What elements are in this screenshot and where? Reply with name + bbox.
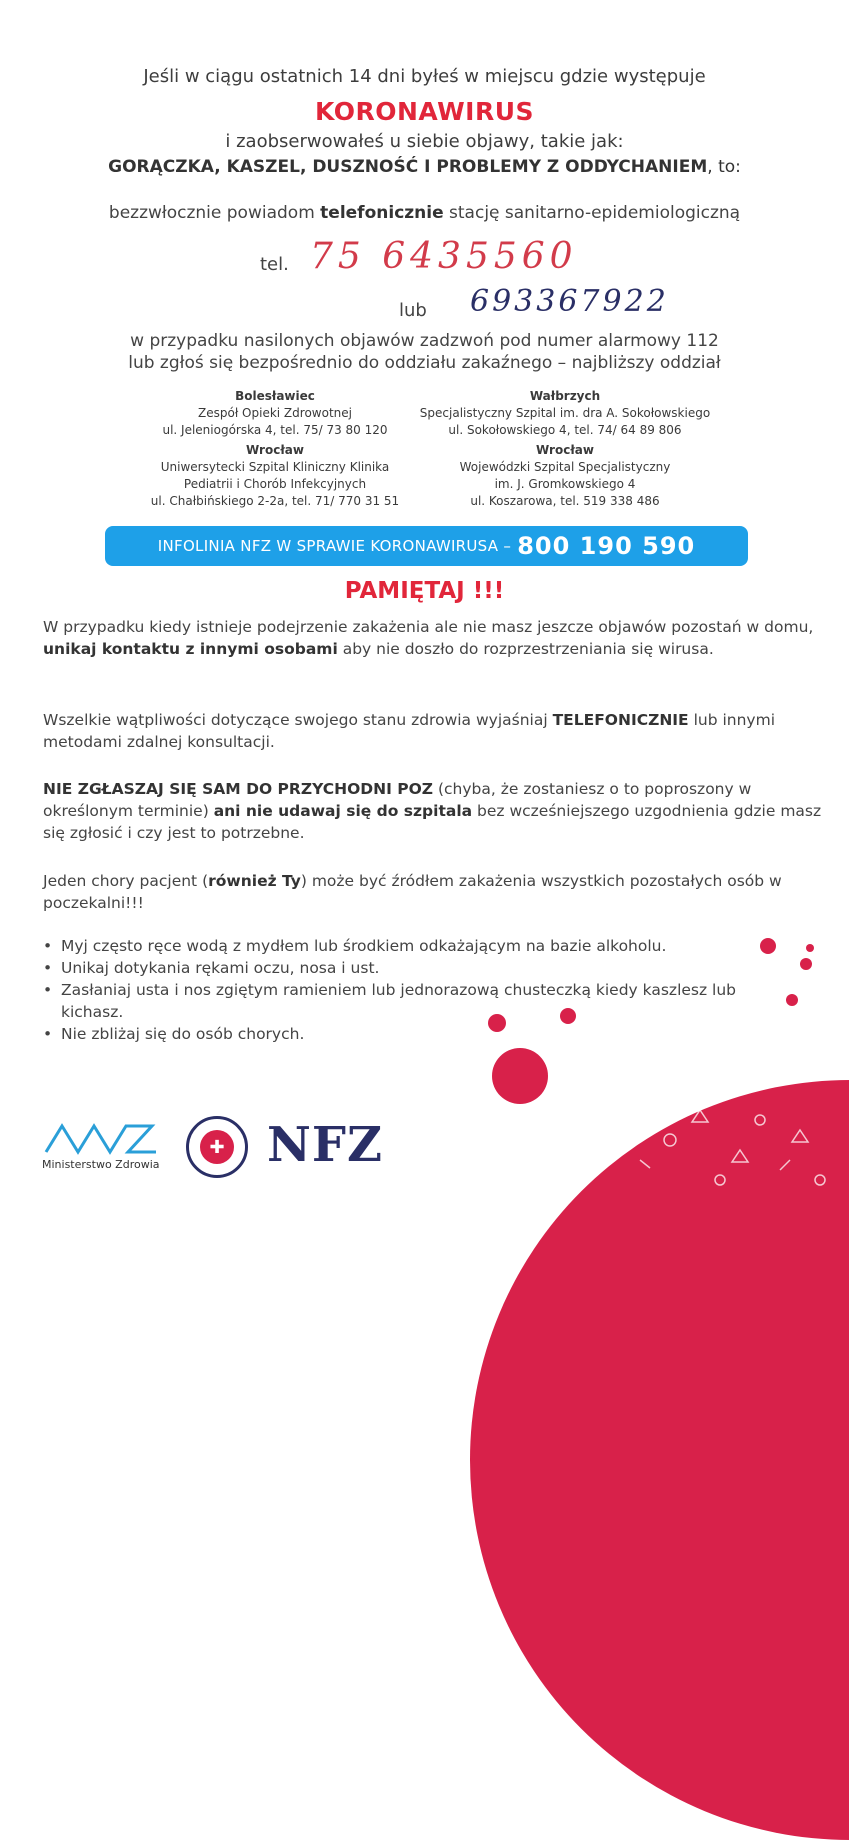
- virus-dot-icon: [806, 944, 814, 952]
- p4-pre: Jeden chory pacjent (: [43, 872, 209, 890]
- hospital-name: Zespół Opieki Zdrowotnej: [198, 406, 352, 420]
- list-item: [43, 935, 803, 957]
- paragraph-4: [43, 870, 823, 914]
- paragraph-3: [43, 778, 823, 844]
- hospital-city: Bolesławiec: [235, 389, 315, 403]
- p3-mid: (chyba, że zostaniesz o to poproszony w określonym terminie): [43, 780, 752, 820]
- bullet-icon: •: [43, 959, 53, 977]
- page-title: KORONAWIRUS: [314, 97, 535, 126]
- hospital-walbrzych: [405, 388, 725, 439]
- paragraph-2: [43, 709, 823, 753]
- virus-dot-icon: [488, 1014, 506, 1032]
- p1-bold: unikaj kontaktu z innymi osobami: [43, 640, 338, 658]
- lub-handwritten-number: 693367922: [470, 284, 669, 319]
- advice-list: [43, 935, 803, 1045]
- p4-post: ) może być źródłem zakażenia wszystkich pozostałych osób w poczekalni!!!: [43, 872, 782, 912]
- nfz-logo: NFZ: [267, 1117, 383, 1173]
- hospital-name: Uniwersytecki Szpital Kliniczny Klinika: [160, 460, 390, 474]
- tel-handwritten-number: 75 6435560: [310, 236, 578, 277]
- remember-heading: PAMIĘTAJ !!!: [344, 578, 505, 604]
- intro-line-3: i zaobserwowałeś u siebie objawy, takie jak:: [225, 131, 624, 152]
- hospital-name-2: Pediatrii i Chorób Infekcyjnych: [183, 477, 367, 491]
- bullet-icon: •: [43, 937, 53, 955]
- hospital-wroclaw-usk: [110, 442, 440, 510]
- symptoms-text: GORĄCZKA, KASZEL, DUSZNOŚĆ I PROBLEMY Z ODDYCHANIEM: [108, 157, 708, 177]
- emergency-line-2: lub zgłoś się bezpośrednio do oddziału zakaźnego – najbliższy oddział: [128, 353, 721, 373]
- notify-line: [0, 203, 849, 223]
- p3-bold-1: NIE ZGŁASZAJ SIĘ SAM DO PRZYCHODNI POZ: [43, 780, 434, 798]
- list-item: [43, 979, 803, 1023]
- ministry-logo-icon: [40, 1118, 160, 1158]
- list-item-text: Myj często ręce wodą z mydłem lub środkiem odkażającym na bazie alkoholu.: [61, 937, 667, 955]
- p3-bold-2: ani nie udawaj się do szpitala: [213, 802, 473, 820]
- sanitary-inspection-seal: [186, 1116, 248, 1178]
- symptoms-end: , to:: [707, 157, 741, 177]
- p1-pre: W przypadku kiedy istnieje podejrzenie zakażenia ale nie masz jeszcze objawów pozostań w domu,: [43, 618, 814, 636]
- infoline-number: 800 190 590: [517, 532, 696, 560]
- hospital-name: Wojewódzki Szpital Specjalistyczny: [459, 460, 671, 474]
- virus-dot-icon: [760, 938, 776, 954]
- hospital-city: Wrocław: [246, 443, 304, 457]
- hospital-city: Wałbrzych: [529, 389, 601, 403]
- hospital-name: Specjalistyczny Szpital im. dra A. Sokołowskiego: [419, 406, 711, 420]
- lub-label: lub: [399, 300, 427, 321]
- p2-pre: Wszelkie wątpliwości dotyczące swojego stanu zdrowia wyjaśniaj: [43, 711, 553, 729]
- virus-particle-icon: [492, 1048, 548, 1104]
- hospital-address: ul. Chałbińskiego 2-2a, tel. 71/ 770 31 51: [150, 494, 400, 508]
- p1-post: aby nie doszło do rozprzestrzeniania się wirusa.: [337, 640, 714, 658]
- list-item: [43, 1023, 803, 1045]
- intro-line-1: Jeśli w ciągu ostatnich 14 dni byłeś w miejscu gdzie występuje: [143, 66, 706, 87]
- hospital-name-2: im. J. Gromkowskiego 4: [494, 477, 636, 491]
- hospital-city: Wrocław: [536, 443, 594, 457]
- p3-post: bez wcześniejszego uzgodnienia gdzie masz się zgłosić i czy jest to potrzebne.: [43, 802, 822, 842]
- virus-dot-icon: [786, 994, 798, 1006]
- list-item-text: Nie zbliżaj się do osób chorych.: [61, 1025, 305, 1043]
- notify-pre: bezzwłocznie powiadom: [108, 203, 321, 223]
- virus-pattern-icon: [560, 1090, 849, 1200]
- emergency-line-1: w przypadku nasilonych objawów zadzwoń pod numer alarmowy 112: [130, 331, 719, 351]
- hospital-address: ul. Jeleniogórska 4, tel. 75/ 73 80 120: [162, 423, 388, 437]
- paragraph-1: [43, 616, 823, 660]
- p2-bold: TELEFONICZNIE: [552, 711, 689, 729]
- list-item-text: Zasłaniaj usta i nos zgiętym ramieniem lub jednorazową chusteczką kiedy kaszlesz lub kichasz.: [61, 981, 737, 1021]
- symptoms-line: [0, 157, 849, 177]
- virus-dot-icon: [800, 958, 812, 970]
- hospital-wroclaw-wss: [405, 442, 725, 510]
- hospital-address: ul. Sokołowskiego 4, tel. 74/ 64 89 806: [448, 423, 682, 437]
- hospital-boleslawiec: [110, 388, 440, 439]
- list-item-text: Unikaj dotykania rękami oczu, nosa i ust.: [61, 959, 380, 977]
- bullet-icon: •: [43, 1025, 53, 1043]
- virus-dot-icon: [560, 1008, 576, 1024]
- tel-label: tel.: [260, 254, 289, 275]
- eagle-icon: ✚: [200, 1130, 234, 1164]
- list-item: [43, 957, 803, 979]
- ministry-label: Ministerstwo Zdrowia: [42, 1158, 160, 1171]
- p2-post: lub innymi metodami zdalnej konsultacji.: [43, 711, 776, 751]
- notify-post: stację sanitarno-epidemiologiczną: [443, 203, 741, 223]
- bullet-icon: •: [43, 981, 53, 999]
- p4-bold: również Ty: [208, 872, 301, 890]
- infoline-banner: [105, 526, 748, 566]
- hospital-address: ul. Koszarowa, tel. 519 338 486: [470, 494, 660, 508]
- infoline-label: INFOLINIA NFZ W SPRAWIE KORONAWIRUSA –: [157, 537, 512, 555]
- notify-bold: telefonicznie: [320, 203, 444, 223]
